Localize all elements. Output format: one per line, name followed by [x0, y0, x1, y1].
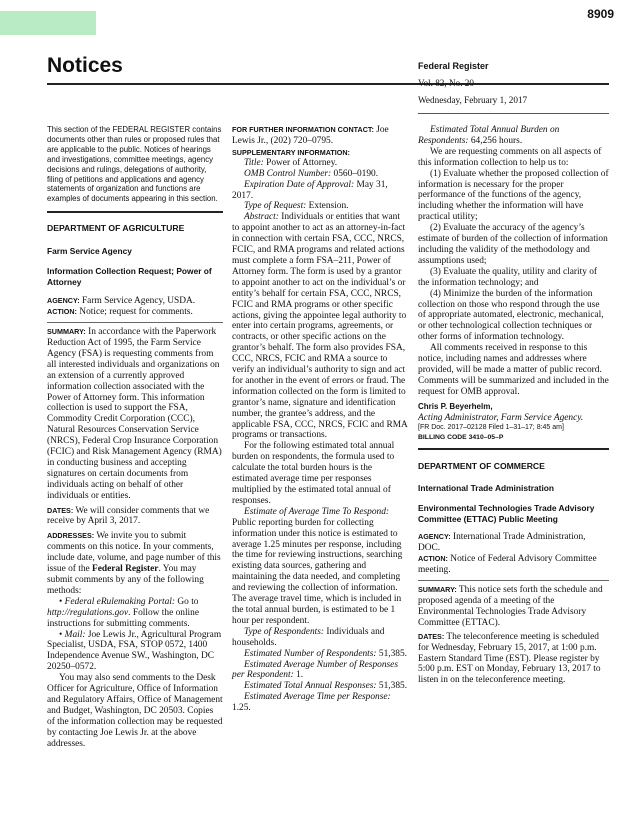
abstract-paragraph: Abstract: Individuals or entities that want to appoint another to act as an attorney-in-fact in connection with certain FSA, CCC, NRCS, FCIC, and RMA programs and related actions must complete a form FSA–211, Power of Attorney form. The form is used by a grantor to appoint another to act on the individual’s or entity’s behalf for certain FSA, CCC, NRCS, FCIC and RMA programs or other specific actions, giving the appointee legal authority to enter into certain programs, agreements, or contracts, or other specific actions on the grantor’s behalf. The form also provides FSA, CCC, NRCS, FCIC and RMA a source to verify an individual’s authority to sign and act for another in the event of errors or fraud. The information collected on the form is limited to grantor’s name, signature and identification number, the grantee’s address, and the applicable FSA, CCC, NRCS, FCIC and RMA programs or transactions. — [232, 212, 408, 441]
list-item: (4) Minimize the burden of the information collection on those who respond through the use of appropriate automated, electronic, mechanical, or other technological collection techniques or other forms of information technology. — [418, 288, 604, 343]
regulations-link[interactable]: http://regulations.gov — [47, 607, 129, 618]
dates-paragraph: DATES: The teleconference meeting is scheduled for Wednesday, February 15, 2017, at 1:00 p.m. Eastern Standard Time (EST). Please register by 5:00 p.m. EST on Monday, February 13, 2017 to listen in on the teleconference meeting. — [418, 631, 601, 686]
request-intro: We are requesting comments on all aspects of this information collection to help us to: — [418, 146, 602, 168]
list-item: (2) Evaluate the accuracy of the agency’s estimate of burden of the collection of information including the validity of the methodology and assumptions used; — [418, 223, 608, 266]
divider — [418, 580, 609, 581]
bullet-eRulemaking: • Federal eRulemaking Portal: Go to http://regulations.gov. Follow the online instructions for submitting comments. — [47, 596, 200, 629]
formula-paragraph: For the following estimated total annual burden on respondents, the formula used to calculate the total burden hours is the estimated average time per responses multiplied by the estimated total annual of responses. — [232, 441, 395, 506]
action-line: ACTION: Notice of Federal Advisory Committee meeting. — [418, 554, 597, 576]
signer-title: Acting Administrator, Farm Service Agency. — [418, 412, 584, 423]
volume-number: Vol. 82, No. 20 — [418, 78, 474, 88]
also-send-paragraph: You may also send comments to the Desk Officer for Agriculture, Office of Information and Regulatory Affairs, Office of Management and Budget, Washington, DC 20503. Copies of the information collection may be requested by contacting Joe Lewis Jr. at the above addresses. — [47, 673, 223, 749]
page-number: 8909 — [587, 7, 614, 21]
signer-name: Chris P. Beyerhelm, — [418, 401, 493, 411]
estimate-time-paragraph: Estimate of Average Time To Respond: Public reporting burden for collecting information under this notice is estimated to average 1.25 minutes per response, including the time for reviewing instructions, searching existing data sources, gathering and maintaining the data needed, and completing and reviewing the collection of information. The average travel time, which is included in the total annual burden, is estimated to be 1 hour per respondent. — [232, 506, 403, 626]
document-title: Information Collection Request; Power of Attorney — [47, 266, 212, 288]
department-heading: DEPARTMENT OF AGRICULTURE — [47, 223, 185, 234]
agency-line: AGENCY: Farm Service Agency, USDA. — [47, 296, 196, 307]
omb-line: OMB Control Number: 0560–0190. — [244, 168, 379, 179]
document-title: Environmental Technologies Trade Advisory Committee (ETTAC) Public Meeting — [418, 503, 595, 525]
department-heading: DEPARTMENT OF COMMERCE — [418, 461, 545, 472]
divider — [47, 322, 223, 323]
list-item: (1) Evaluate whether the proposed collection of information is necessary for the proper performance of the functions of the agency, including whether the information will have practical utility; — [418, 168, 609, 223]
divider — [47, 211, 223, 213]
respondent-type-line: Type of Respondents: Individuals and households. — [232, 626, 385, 648]
expiration-line: Expiration Date of Approval: May 31, 2017. — [232, 179, 388, 201]
avg-responses-line: Estimated Average Number of Responses per Respondent: 1. — [232, 659, 398, 681]
fr-doc-line: [FR Doc. 2017–02128 Filed 1–31–17; 8:45 am] — [418, 424, 564, 432]
journal-name: Federal Register — [418, 61, 489, 71]
bullet-mail: • Mail: Joe Lewis Jr., Agricultural Program Specialist, USDA, FSA, STOP 0572, 1400 Independence Avenue SW., Washington, DC 20250–0572. — [47, 629, 222, 673]
section-title: Notices — [47, 54, 123, 77]
issue-date: Wednesday, February 1, 2017 — [418, 95, 528, 105]
avg-time-line: Estimated Average Time per Response: 1.25. — [232, 692, 391, 714]
dates-paragraph: DATES: We will consider comments that we receive by April 3, 2017. — [47, 505, 210, 527]
agency-name: Farm Service Agency — [47, 246, 132, 257]
total-responses-line: Estimated Total Annual Responses: 51,385. — [244, 681, 408, 692]
page-tab-marker — [0, 11, 96, 35]
summary-paragraph: SUMMARY: This notice sets forth the schedule and proposed agenda of a meeting of the Environmental Technologies Trade Advisory Committee (ETTAC). — [418, 585, 603, 628]
column-1 — [47, 125, 223, 750]
addresses-paragraph: ADDRESSES: We invite you to submit comments on this notice. In your comments, include date, volume, and page number of this issue of the Federal Register. You may submit comments by any of the following methods: — [47, 531, 221, 596]
closing-paragraph: All comments received in response to this notice, including names and addresses where provided, will be made a matter of public record. Comments will be summarized and included in the request for OMB approval. — [418, 343, 609, 397]
masthead — [418, 58, 527, 109]
supplementary-heading: SUPPLEMENTARY INFORMATION: — [232, 147, 350, 157]
list-item: (3) Evaluate the quality, utility and clarity of the information technology; and — [418, 266, 598, 288]
agency-name: International Trade Administration — [418, 483, 555, 494]
contact-paragraph: FOR FURTHER INFORMATION CONTACT: Joe Lewis Jr., (202) 720–0795. — [232, 125, 389, 146]
divider — [418, 448, 609, 450]
title-line: Title: Power of Attorney. — [244, 157, 338, 168]
summary-paragraph: SUMMARY: In accordance with the Paperwork Reduction Act of 1995, the Farm Service Agency (FSA) is requesting comments from all interested individuals and organizations on an extension of a currently approved information collection associated with the Power of Attorney form. This information collection is used to support the FSA, Commodity Credit Corporation (CCC), Natural Resources Conservation Service (NRCS), Federal Crop Insurance Corporation (FCIC) and Risk Management Agency (RMA) in conducting business and accepting signatures on certain documents from individuals acting on behalf of other individuals or entities. — [47, 327, 222, 501]
action-line: ACTION: Notice; request for comments. — [47, 307, 193, 318]
total-burden-line: Estimated Total Annual Burden on Respondents: 64,256 hours. — [418, 125, 560, 146]
request-type-line: Type of Request: Extension. — [244, 201, 349, 212]
section-intro: This section of the FEDERAL REGISTER contains documents other than rules or proposed rules that are applicable to the public. Notices of hearings and investigations, committee meetings, agency decisions and rulings, delegations of authority, filing of petitions and applications and agency statements of organization and functions are examples of documents appearing in this section. — [47, 125, 222, 204]
column-3 — [418, 125, 609, 686]
billing-code: BILLING CODE 3410–05–P — [418, 434, 504, 442]
masthead-rule — [418, 113, 609, 114]
agency-line: AGENCY: International Trade Administration, DOC. — [418, 532, 586, 554]
number-respondents-line: Estimated Number of Respondents: 51,385. — [244, 648, 408, 659]
column-2 — [232, 125, 408, 714]
